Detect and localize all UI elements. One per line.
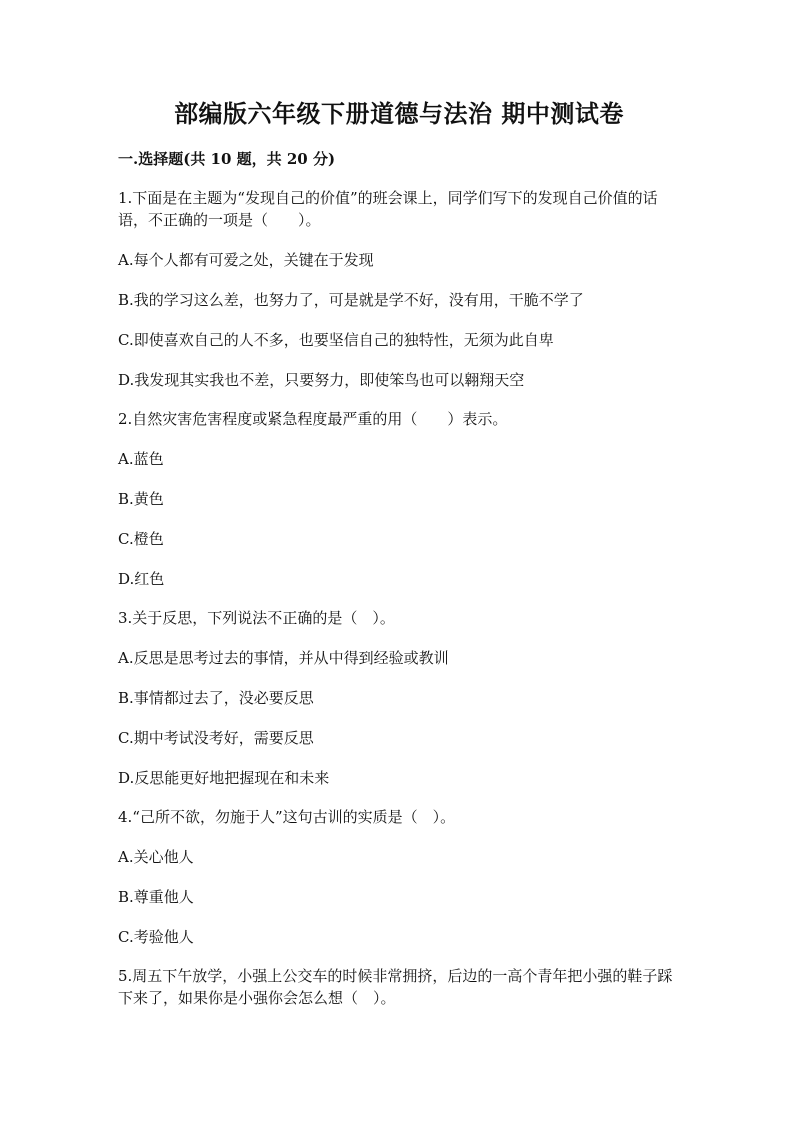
question-3-option-c: C.期中考试没考好，需要反思: [118, 729, 314, 747]
page-title: 部编版六年级下册道德与法治 期中测试卷: [174, 99, 624, 128]
section-heading: 一.选择题(共 10 题，共 20 分): [118, 150, 336, 168]
question-1-option-d: D.我发现其实我也不差，只要努力，即使笨鸟也可以翱翔天空: [118, 371, 525, 389]
question-1-stem: 1.下面是在主题为“发现自己的价值”的班会课上，同学们写下的发现自己价值的话语，不正确的一项是（ ）。: [118, 189, 658, 229]
question-3-option-b: B.事情都过去了，没必要反思: [118, 689, 314, 707]
question-2-option-c: C.橙色: [118, 530, 164, 548]
question-2-option-b: B.黄色: [118, 490, 164, 508]
question-5-stem: 5.周五下午放学，小强上公交车的时候非常拥挤，后边的一高个青年把小强的鞋子踩下来了，如果你是小强你会怎么想（ ）。: [118, 967, 673, 1007]
question-3-option-d: D.反思能更好地把握现在和未来: [118, 769, 330, 787]
question-3-stem: 3.关于反思，下列说法不正确的是（ ）。: [118, 609, 395, 627]
question-3-option-a: A.反思是思考过去的事情，并从中得到经验或教训: [118, 649, 449, 667]
question-1-option-c: C.即使喜欢自己的人不多，也要坚信自己的独特性，无须为此自卑: [118, 331, 554, 349]
question-4-option-c: C.考验他人: [118, 928, 194, 946]
question-1-option-a: A.每个人都有可爱之处，关键在于发现: [118, 251, 374, 269]
question-2-option-d: D.红色: [118, 570, 165, 588]
question-2-option-a: A.蓝色: [118, 450, 164, 468]
question-1-option-b: B.我的学习这么差，也努力了，可是就是学不好，没有用，干脆不学了: [118, 291, 584, 309]
question-2-stem: 2.自然灾害危害程度或紧急程度最严重的用（ ）表示。: [118, 410, 508, 428]
question-4-option-b: B.尊重他人: [118, 888, 194, 906]
question-4-option-a: A.关心他人: [118, 848, 194, 866]
question-4-stem: 4.“己所不欲，勿施于人”这句古训的实质是（ ）。: [118, 808, 456, 826]
